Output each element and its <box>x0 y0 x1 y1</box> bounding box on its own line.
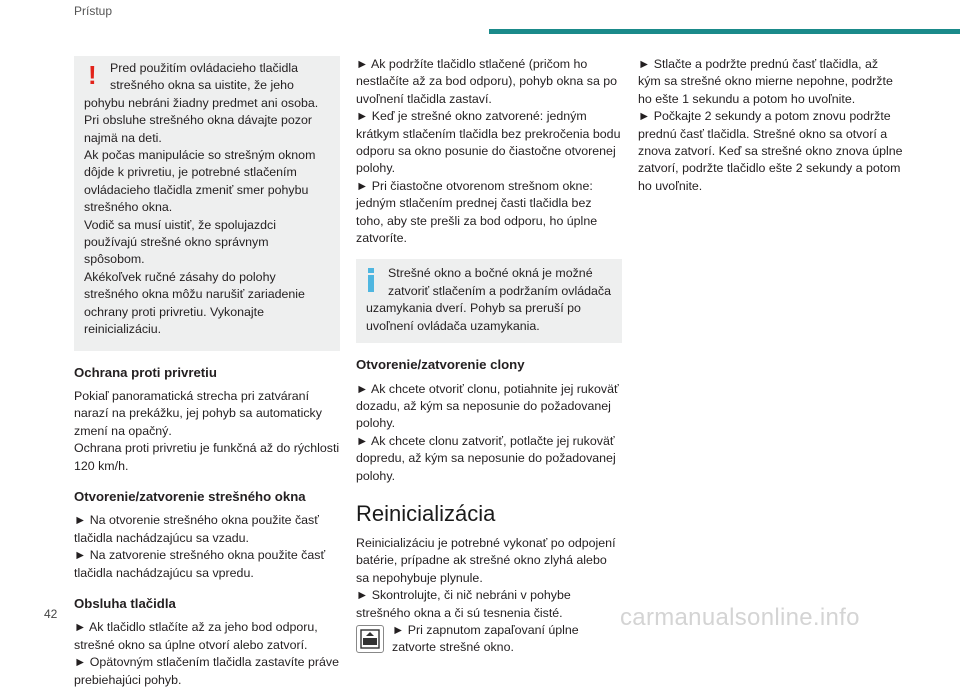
reinit-icon-text: ► Pri zapnutom zapaľovaní úplne zatvorte strešné okno. <box>392 622 579 655</box>
column-1 <box>74 56 340 689</box>
blind-text: ► Ak chcete clonu zatvoriť, potlačte jej rukoväť dopredu, až kým sa neposunie do požadovanej polohy. <box>356 433 616 483</box>
info-note-box <box>356 259 622 343</box>
warning-line: Ak počas manipulácie so strešným oknom dôjde k privretiu, je potrebné stlačením ovládacieho tlačidla zmeniť smer pohybu strešného okna. <box>84 148 316 215</box>
button-text: ► Ak tlačidlo stlačíte až za jeho bod odporu, strešné okno sa úplne otvorí alebo zatvorí. <box>74 620 318 652</box>
page-number: 42 <box>44 607 58 621</box>
reinit-icon-paragraph <box>356 622 622 657</box>
info-icon <box>368 268 378 292</box>
body-text: ► Ak podržíte tlačidlo stlačené (pričom ho nestlačíte až za bod odporu), pohyb okna sa po uvoľnení tlačidla zastaví. <box>356 57 618 106</box>
open-close-heading: Otvorenie/zatvorenie strešného okna <box>74 488 306 504</box>
body-text: ► Keď je strešné okno zatvorené: jedným krátkym stlačením tlačidla bez prekročenia bodu odporu sa okno posunie do čiastočne otvorenej polohy. <box>356 109 621 176</box>
body-text: ► Počkajte 2 sekundy a potom znovu podržte prednú časť tlačidla. Strešné okno sa otvorí a znova zatvorí. Keď sa strešné okno znova úplne zatvorí, podržte tlačidlo ešte 2 sekundy a potom ho uvoľnite. <box>638 109 903 193</box>
open-close-text: ► Na otvorenie strešného okna použite časť tlačidla nachádzajúcu sa vzadu. <box>74 513 319 545</box>
anti-pinch-text: Pokiaľ panoramatická strecha pri zatváraní narazí na prekážku, jej pohyb sa automaticky zmení na opačný. <box>74 388 322 438</box>
button-text: ► Opätovným stlačením tlačidla zastavíte práve prebiehajúci pohyb. <box>74 655 340 687</box>
blind-text: ► Ak chcete otvoriť clonu, potiahnite jej rukoväť dozadu, až kým sa neposunie do požadovanej polohy. <box>356 381 619 431</box>
column-2 <box>356 56 622 657</box>
open-close-text: ► Na zatvorenie strešného okna použite časť tlačidla nachádzajúcu sa vpredu. <box>74 548 326 580</box>
button-heading: Obsluha tlačidla <box>74 595 176 611</box>
blind-heading: Otvorenie/zatvorenie clony <box>356 357 525 373</box>
body-text: ► Stlačte a podržte prednú časť tlačidla, až kým sa strešné okno mierne nepohne, podržte ho ešte 1 sekundu a potom ho uvoľnite. <box>638 57 893 106</box>
warning-box <box>74 56 340 351</box>
watermark: carmanualsonline.info <box>620 604 860 631</box>
warning-line: Akékoľvek ručné zásahy do polohy strešného okna môžu narušiť zariadenie ochrany proti privretiu. Vykonajte reinicializáciu. <box>84 269 305 337</box>
anti-pinch-heading: Ochrana proti privretiu <box>74 364 217 380</box>
warning-line: Pri obsluhe strešného okna dávajte pozor najmä na deti. <box>84 113 312 145</box>
warning-line: Pred použitím ovládacieho tlačidla strešného okna sa uistite, že jeho pohybu nebráni žiadny predmet ani osoba. <box>84 61 319 110</box>
reinit-heading: Reinicializácia <box>356 500 496 526</box>
info-note-text: Strešné okno a bočné okná je možné zatvoriť stlačením a podržaním ovládača uzamykania dverí. Pohyb sa preruší po uvoľnení ovládača uzamykania. <box>366 266 611 333</box>
sunroof-close-icon <box>356 625 384 653</box>
exclamation-icon: ! <box>88 60 97 90</box>
section-title: Prístup <box>74 4 113 18</box>
body-text: ► Pri čiastočne otvorenom strešnom okne: jedným stlačením prednej časti tlačidla bez toho, aby ste prešli za bod odporu, ho úplne zatvoríte. <box>356 178 598 246</box>
column-3 <box>638 56 904 195</box>
anti-pinch-text: Ochrana proti privretiu je funkčná až do rýchlosti 120 km/h. <box>74 441 340 473</box>
warning-line: Vodič sa musí uistiť, že spolujazdci používajú strešné okno správnym spôsobom. <box>84 217 276 267</box>
reinit-text: ► Skontrolujte, či nič nebráni v pohybe strešného okna a či sú tesnenia čisté. <box>356 588 571 620</box>
header-accent-bar <box>489 29 960 34</box>
reinit-text: Reinicializáciu je potrebné vykonať po odpojení batérie, prípadne ak strešné okno zlyhá alebo sa nepohybuje plynule. <box>356 535 616 585</box>
